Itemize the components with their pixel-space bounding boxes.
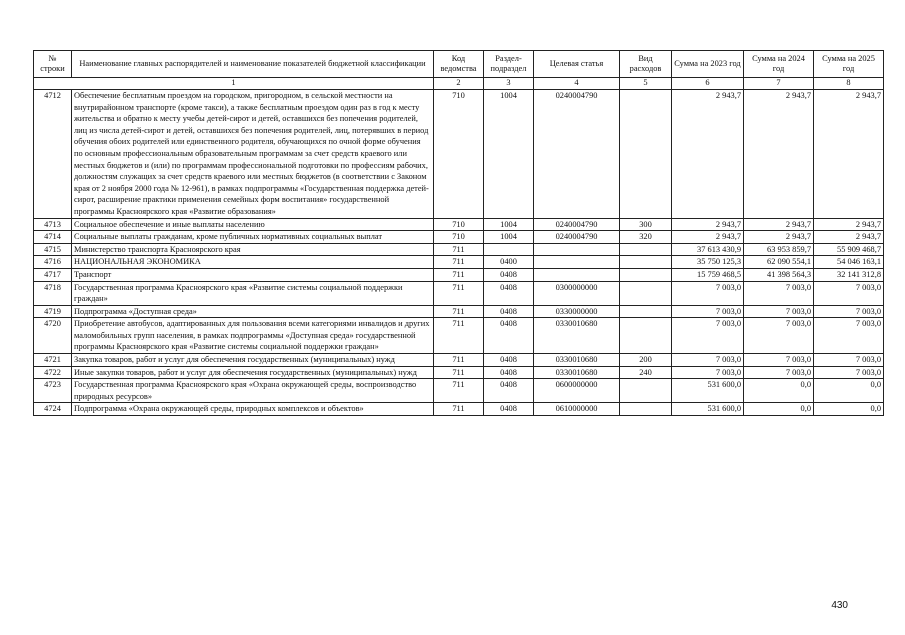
row-sum-2025-cell: 7 003,0 <box>814 318 884 354</box>
row-sum-2025-cell: 2 943,7 <box>814 90 884 219</box>
row-name-cell: Социальное обеспечение и иные выплаты населению <box>72 218 434 231</box>
row-sum-2023-cell: 7 003,0 <box>672 366 744 379</box>
row-name-cell: Социальные выплаты гражданам, кроме публичных нормативных социальных выплат <box>72 231 434 244</box>
header-sum-2023: Сумма на 2023 год <box>672 51 744 78</box>
row-number-cell: 4724 <box>34 403 72 416</box>
row-number-cell: 4721 <box>34 354 72 367</box>
row-name-cell: Приобретение автобусов, адаптированных для пользования всеми категориями инвалидов и других маломобильных групп населения, в рамках подпрограммы «Доступная среда» государственной программы Красноярского края «Развитие системы социальной поддержки граждан» <box>72 318 434 354</box>
row-sum-2024-cell: 7 003,0 <box>744 281 814 305</box>
colnum-3: 3 <box>484 78 534 90</box>
row-sum-2023-cell: 2 943,7 <box>672 90 744 219</box>
row-ved-cell: 711 <box>434 366 484 379</box>
row-sum-2025-cell: 0,0 <box>814 379 884 403</box>
row-sum-2024-cell: 2 943,7 <box>744 90 814 219</box>
row-razdel-cell: 0408 <box>484 379 534 403</box>
budget-table <box>33 50 884 416</box>
row-ved-cell: 710 <box>434 231 484 244</box>
header-sum-2025: Сумма на 2025 год <box>814 51 884 78</box>
table-row <box>34 318 884 354</box>
table-row <box>34 218 884 231</box>
row-razdel-cell: 1004 <box>484 90 534 219</box>
row-target-cell: 0240004790 <box>534 90 620 219</box>
row-number-cell: 4712 <box>34 90 72 219</box>
row-number-cell: 4722 <box>34 366 72 379</box>
colnum-2: 2 <box>434 78 484 90</box>
row-target-cell: 0600000000 <box>534 379 620 403</box>
row-name-cell: Обеспечение бесплатным проездом на городском, пригородном, в сельской местности на внутрирайонном транспорте (кроме такси), а также бесплатным проездом один раз в год к месту жительства и обратно к месту учебы детей-сирот и детей, оставшихся без попечения родителей, лиц из числа детей-сирот и детей, оставшихся без попечения родителей, лиц, потерявших в период обучения обоих родителей или единственного родителя, обучающихся по очной форме обучения по основным профессиональным образовательным программам за счет средств краевого или местных бюджетов и (или) по программам профессиональной подготовки по профессиям рабочих, должностям служащих за счет средств краевого или местных бюджетов (в соответствии с Законом края от 2 ноября 2000 года № 12-961), в рамках подпрограммы «Государственная поддержка детей-сирот, расширение практики применения семейных форм воспитания» государственной программы Красноярского края «Развитие образования» <box>72 90 434 219</box>
colnum-6: 6 <box>672 78 744 90</box>
row-vid-cell: 300 <box>620 218 672 231</box>
table-row <box>34 231 884 244</box>
row-vid-cell: 240 <box>620 366 672 379</box>
row-vid-cell <box>620 243 672 256</box>
row-ved-cell: 711 <box>434 318 484 354</box>
row-sum-2025-cell: 32 141 312,8 <box>814 268 884 281</box>
row-sum-2023-cell: 37 613 430,9 <box>672 243 744 256</box>
row-razdel-cell: 0400 <box>484 256 534 269</box>
row-number-cell: 4718 <box>34 281 72 305</box>
row-vid-cell <box>620 90 672 219</box>
header-row <box>34 51 884 78</box>
row-sum-2024-cell: 63 953 859,7 <box>744 243 814 256</box>
row-target-cell: 0330010680 <box>534 366 620 379</box>
row-sum-2023-cell: 2 943,7 <box>672 231 744 244</box>
row-number-cell: 4713 <box>34 218 72 231</box>
row-number-cell: 4719 <box>34 305 72 318</box>
column-number-row <box>34 78 884 90</box>
header-vid: Вид расходов <box>620 51 672 78</box>
table-row <box>34 268 884 281</box>
row-sum-2023-cell: 2 943,7 <box>672 218 744 231</box>
row-sum-2023-cell: 7 003,0 <box>672 354 744 367</box>
row-ved-cell: 711 <box>434 403 484 416</box>
row-sum-2024-cell: 7 003,0 <box>744 366 814 379</box>
row-target-cell: 0240004790 <box>534 231 620 244</box>
row-target-cell: 0610000000 <box>534 403 620 416</box>
row-number-cell: 4715 <box>34 243 72 256</box>
row-name-cell: Закупка товаров, работ и услуг для обеспечения государственных (муниципальных) нужд <box>72 354 434 367</box>
row-vid-cell <box>620 281 672 305</box>
row-sum-2025-cell: 2 943,7 <box>814 231 884 244</box>
row-ved-cell: 711 <box>434 268 484 281</box>
row-number-cell: 4723 <box>34 379 72 403</box>
row-name-cell: Подпрограмма «Охрана окружающей среды, природных комплексов и объектов» <box>72 403 434 416</box>
header-ved: Код ведомства <box>434 51 484 78</box>
row-name-cell: Иные закупки товаров, работ и услуг для обеспечения государственных (муниципальных) нужд <box>72 366 434 379</box>
row-vid-cell <box>620 403 672 416</box>
row-sum-2024-cell: 2 943,7 <box>744 218 814 231</box>
row-ved-cell: 711 <box>434 281 484 305</box>
row-ved-cell: 711 <box>434 354 484 367</box>
row-razdel-cell: 0408 <box>484 354 534 367</box>
header-sum-2024: Сумма на 2024 год <box>744 51 814 78</box>
header-razdel: Раздел-подраздел <box>484 51 534 78</box>
row-sum-2024-cell: 7 003,0 <box>744 354 814 367</box>
row-vid-cell <box>620 318 672 354</box>
row-number-cell: 4716 <box>34 256 72 269</box>
row-ved-cell: 711 <box>434 305 484 318</box>
row-sum-2024-cell: 7 003,0 <box>744 318 814 354</box>
row-target-cell <box>534 243 620 256</box>
row-razdel-cell: 1004 <box>484 218 534 231</box>
row-sum-2024-cell: 7 003,0 <box>744 305 814 318</box>
row-sum-2023-cell: 531 600,0 <box>672 403 744 416</box>
table-row <box>34 354 884 367</box>
row-ved-cell: 710 <box>434 218 484 231</box>
row-vid-cell: 320 <box>620 231 672 244</box>
table-row <box>34 379 884 403</box>
row-name-cell: Транспорт <box>72 268 434 281</box>
row-target-cell: 0330010680 <box>534 354 620 367</box>
row-vid-cell <box>620 268 672 281</box>
row-razdel-cell: 0408 <box>484 403 534 416</box>
row-name-cell: Подпрограмма «Доступная среда» <box>72 305 434 318</box>
row-razdel-cell <box>484 243 534 256</box>
row-number-cell: 4717 <box>34 268 72 281</box>
row-vid-cell <box>620 305 672 318</box>
colnum-4: 4 <box>534 78 620 90</box>
row-sum-2025-cell: 2 943,7 <box>814 218 884 231</box>
row-sum-2023-cell: 35 750 125,3 <box>672 256 744 269</box>
row-target-cell: 0330000000 <box>534 305 620 318</box>
row-sum-2023-cell: 531 600,0 <box>672 379 744 403</box>
row-target-cell: 0240004790 <box>534 218 620 231</box>
row-ved-cell: 711 <box>434 256 484 269</box>
table-row <box>34 243 884 256</box>
row-name-cell: Министерство транспорта Красноярского края <box>72 243 434 256</box>
row-sum-2023-cell: 15 759 468,5 <box>672 268 744 281</box>
header-num: № строки <box>34 51 72 78</box>
row-razdel-cell: 0408 <box>484 281 534 305</box>
row-razdel-cell: 0408 <box>484 268 534 281</box>
row-number-cell: 4720 <box>34 318 72 354</box>
row-sum-2025-cell: 54 046 163,1 <box>814 256 884 269</box>
row-vid-cell <box>620 379 672 403</box>
colnum-8: 8 <box>814 78 884 90</box>
row-ved-cell: 711 <box>434 379 484 403</box>
row-sum-2024-cell: 41 398 564,3 <box>744 268 814 281</box>
header-name: Наименование главных распорядителей и наименование показателей бюджетной классификации <box>72 51 434 78</box>
colnum-5: 5 <box>620 78 672 90</box>
row-sum-2025-cell: 7 003,0 <box>814 354 884 367</box>
table-row <box>34 403 884 416</box>
row-sum-2025-cell: 55 909 468,7 <box>814 243 884 256</box>
row-target-cell <box>534 256 620 269</box>
row-sum-2023-cell: 7 003,0 <box>672 281 744 305</box>
table-row <box>34 90 884 219</box>
row-vid-cell: 200 <box>620 354 672 367</box>
row-ved-cell: 711 <box>434 243 484 256</box>
row-sum-2025-cell: 7 003,0 <box>814 281 884 305</box>
row-name-cell: НАЦИОНАЛЬНАЯ ЭКОНОМИКА <box>72 256 434 269</box>
row-target-cell: 0330010680 <box>534 318 620 354</box>
row-target-cell: 0300000000 <box>534 281 620 305</box>
row-razdel-cell: 0408 <box>484 305 534 318</box>
row-sum-2025-cell: 0,0 <box>814 403 884 416</box>
row-name-cell: Государственная программа Красноярского края «Развитие системы социальной поддержки граждан» <box>72 281 434 305</box>
row-sum-2024-cell: 0,0 <box>744 379 814 403</box>
row-razdel-cell: 0408 <box>484 318 534 354</box>
row-sum-2024-cell: 2 943,7 <box>744 231 814 244</box>
row-ved-cell: 710 <box>434 90 484 219</box>
row-sum-2025-cell: 7 003,0 <box>814 366 884 379</box>
row-razdel-cell: 1004 <box>484 231 534 244</box>
table-row <box>34 305 884 318</box>
page-number: 430 <box>831 600 848 611</box>
row-name-cell: Государственная программа Красноярского края «Охрана окружающей среды, воспроизводство природных ресурсов» <box>72 379 434 403</box>
row-sum-2024-cell: 62 090 554,1 <box>744 256 814 269</box>
table-row <box>34 256 884 269</box>
row-vid-cell <box>620 256 672 269</box>
row-sum-2025-cell: 7 003,0 <box>814 305 884 318</box>
row-sum-2023-cell: 7 003,0 <box>672 318 744 354</box>
row-number-cell: 4714 <box>34 231 72 244</box>
row-target-cell <box>534 268 620 281</box>
table-row <box>34 281 884 305</box>
colnum-7: 7 <box>744 78 814 90</box>
header-target: Целевая статья <box>534 51 620 78</box>
table-row <box>34 366 884 379</box>
row-sum-2023-cell: 7 003,0 <box>672 305 744 318</box>
colnum-1: 1 <box>34 78 434 90</box>
row-razdel-cell: 0408 <box>484 366 534 379</box>
row-sum-2024-cell: 0,0 <box>744 403 814 416</box>
